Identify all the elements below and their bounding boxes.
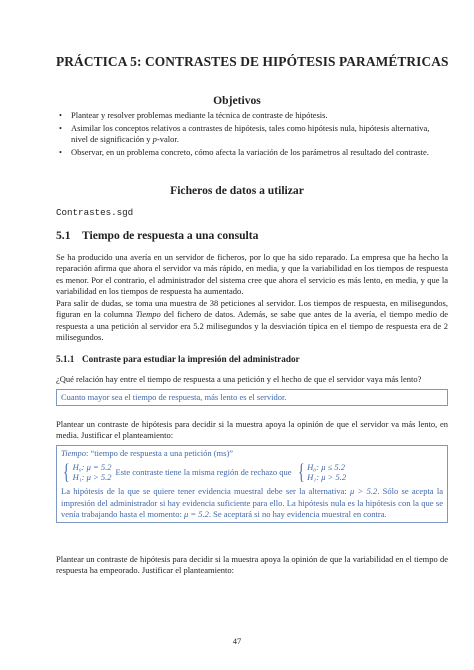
hypotheses-right xyxy=(307,462,346,483)
same-region-note: Este contraste tiene la misma región de rechazo que xyxy=(115,466,292,477)
hypothesis-explanation xyxy=(61,486,443,520)
hypotheses-left xyxy=(73,462,112,483)
subsection-number: 5.1.1 xyxy=(56,354,75,364)
explanation-a: La hipótesis de la que se quiere tener evidencia muestral debe ser la alternativa: xyxy=(61,486,351,497)
h0-left: H₀: μ = 5.2 xyxy=(72,461,112,472)
objective-text-b: -valor. xyxy=(156,134,179,145)
objective-item: • Plantear y resolver problemas mediante la técnica de contraste de hipótesis. xyxy=(56,110,448,121)
objective-text-a: Asimilar los conceptos relativos a contrastes de hipótesis, tales como hipótesis nula, hipótesis alternativa, nivel de significación y xyxy=(71,122,430,145)
variable-description: : “tiempo de respuesta a una petición (ms)” xyxy=(86,448,234,458)
section-number: 5.1 xyxy=(56,229,71,242)
answer-box-1 xyxy=(56,389,448,406)
answer-box-2 xyxy=(56,445,448,523)
paragraph-sample-a: Para salir de dudas, se toma una muestra de 38 peticiones al servidor. Los tiempos de respuesta, en milisegundos, figuran en la columna xyxy=(56,298,448,320)
section-title: Tiempo de respuesta a una consulta xyxy=(82,229,259,242)
prompt-variance-test: Plantear un contraste de hipótesis para decidir si la muestra apoya la opinión de que la variabilidad en el tiempo de respuesta ha empeorado. Justificar el planteamiento: xyxy=(56,554,448,576)
answer-1-text: Cuanto mayor sea el tiempo de respuesta, más lento es el servidor. xyxy=(61,392,287,402)
paragraph-intro: Se ha producido una avería en un servidor de ficheros, por lo que ha sido reparado. La empresa que ha hecho la reparación afirma que ahora el servidor va más rápido, en media, y que la variabilidad en los tiempos de respuesta es menor. Por el contrario, el administrador del sistema cree que ahora el servicio es más lento, en media, y que la variabilidad en los tiempos de respuesta ha aumentado. xyxy=(56,252,448,296)
data-files-heading: Ficheros de datos a utilizar xyxy=(170,184,304,197)
subsection-title: Contraste para estudiar la impresión del administrador xyxy=(82,354,300,364)
explanation-math-1: μ > 5.2 xyxy=(350,486,378,497)
question-text: ¿Qué relación hay entre el tiempo de respuesta a una petición y el hecho de que el servidor vaya más lento? xyxy=(56,374,422,384)
objectives-list xyxy=(56,110,448,160)
explanation-math-2: μ = 5.2 xyxy=(183,508,209,519)
explanation-b: . Sólo se acepta la impresión del administrador si hay evidencia suficiente para ello. La hipótesis nula es la hipótesis con la que se venía trabajando hasta el momento: xyxy=(61,486,443,519)
page-title: PRÁCTICA 5: CONTRASTES DE HIPÓTESIS PARAMÉTRICAS xyxy=(56,54,449,69)
paragraph-sample-b: del fichero de datos. Además, se sabe que antes de la avería, el tiempo medio de respuesta a una petición al servidor era 5.2 milisegundos y la desviación típica en el tiempo de respuesta era de 2 milisegundos. xyxy=(56,309,448,342)
hypothesis-system xyxy=(61,461,443,483)
page-number: 47 xyxy=(232,636,242,646)
right-brace: { xyxy=(297,459,305,485)
h1-right: H₁: μ > 5.2 xyxy=(307,472,347,483)
section-heading xyxy=(56,229,258,242)
paragraph-sample xyxy=(56,298,448,343)
column-name: Tiempo xyxy=(135,309,161,320)
explanation-c: . Se aceptará si no hay evidencia muestral en contra. xyxy=(208,508,387,519)
variable-definition xyxy=(61,448,443,459)
left-brace: { xyxy=(63,459,70,485)
variable-name: Tiempo xyxy=(61,448,87,458)
objective-item xyxy=(56,123,448,146)
subsection-heading xyxy=(56,354,300,364)
h1-left: H₁: μ > 5.2 xyxy=(72,472,112,483)
h0-right: H₀: μ ≤ 5.2 xyxy=(307,461,345,472)
objective-item: • Observar, en un problema concreto, cómo afecta la variación de los parámetros al resultado del contraste. xyxy=(56,147,448,158)
objectives-heading: Objetivos xyxy=(213,94,261,107)
p-valor-p: p xyxy=(152,134,157,145)
data-file-name: Contrastes.sgd xyxy=(56,207,134,218)
prompt-mean-test: Plantear un contraste de hipótesis para decidir si la muestra apoya la opinión de que el servidor va más lento, en media. Justificar el planteamiento: xyxy=(56,419,448,441)
